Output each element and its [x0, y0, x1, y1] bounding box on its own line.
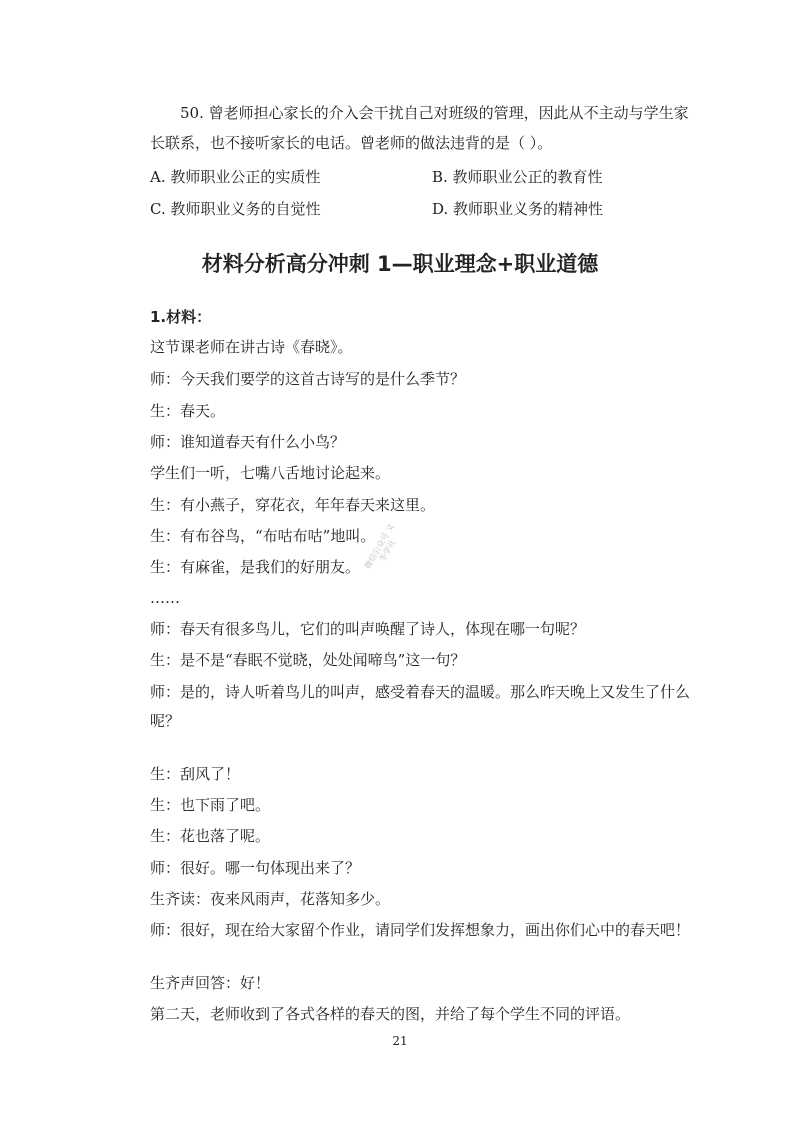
question-50-stem: 50. 曾老师担心家长的介入会干扰自己对班级的管理，因此从不主动与学生家长联系，也不接听家长的电话。曾老师的做法违背的是（ ）。 — [150, 104, 689, 152]
watermark: 微信公众号 文冬学社 — [363, 522, 398, 571]
material-line: 师：很好。哪一句体现出来了？ — [150, 859, 361, 877]
material-line: 第二天，老师收到了各式各样的春天的图，并给了每个学生不同的评语。 — [150, 1005, 631, 1023]
material-line: 生齐读：夜来风雨声，花落知多少。 — [150, 890, 391, 908]
material-line: 学生们一听，七嘴八舌地讨论起来。 — [150, 464, 391, 482]
material-line: 这节课老师在讲古诗《春晓》。 — [150, 338, 353, 356]
material-line: 生：花也落了呢。 — [150, 827, 271, 845]
material-line: 师：今天我们要学的这首古诗写的是什么季节？ — [150, 370, 466, 388]
material-line: 生：有小燕子，穿花衣，年年春天来这里。 — [150, 496, 436, 514]
page-number: 21 — [392, 1034, 408, 1048]
option-b: B. 教师职业公正的教育性 — [432, 168, 603, 186]
material-line: 生：刮风了！ — [150, 765, 241, 783]
material-line: 师：是的，诗人听着鸟儿的叫声，感受着春天的温暖。那么昨天晚上又发生了什么呢？ — [150, 683, 691, 730]
material-line: …… — [150, 589, 180, 607]
section-title: 材料分析高分冲刺 1—职业理念+职业道德 — [201, 252, 599, 276]
material-line: 师：谁知道春天有什么小鸟？ — [150, 433, 346, 451]
material-line: 生：也下雨了吧。 — [150, 796, 271, 814]
question-50 — [150, 98, 695, 158]
material-line: 生：是不是“春眠不觉晓，处处闻啼鸟”这一句？ — [150, 651, 466, 669]
material-line: 师：很好，现在给大家留个作业，请同学们发挥想象力，画出你们心中的春天吧！ — [150, 921, 691, 939]
option-c: C. 教师职业义务的自觉性 — [150, 200, 321, 218]
material-line: 生齐声回答：好！ — [150, 974, 271, 992]
material-line: 生：春天。 — [150, 402, 226, 420]
option-a: A. 教师职业公正的实质性 — [150, 168, 321, 186]
material-line: 生：有布谷鸟，“布咕布咕”地叫。 — [150, 527, 376, 545]
material-line: 生：有麻雀，是我们的好朋友。 — [150, 558, 361, 576]
material-line: 师：春天有很多鸟儿，它们的叫声唤醒了诗人，体现在哪一句呢？ — [150, 620, 586, 638]
material-label: 1.材料： — [150, 308, 212, 326]
option-d: D. 教师职业义务的精神性 — [432, 200, 604, 218]
